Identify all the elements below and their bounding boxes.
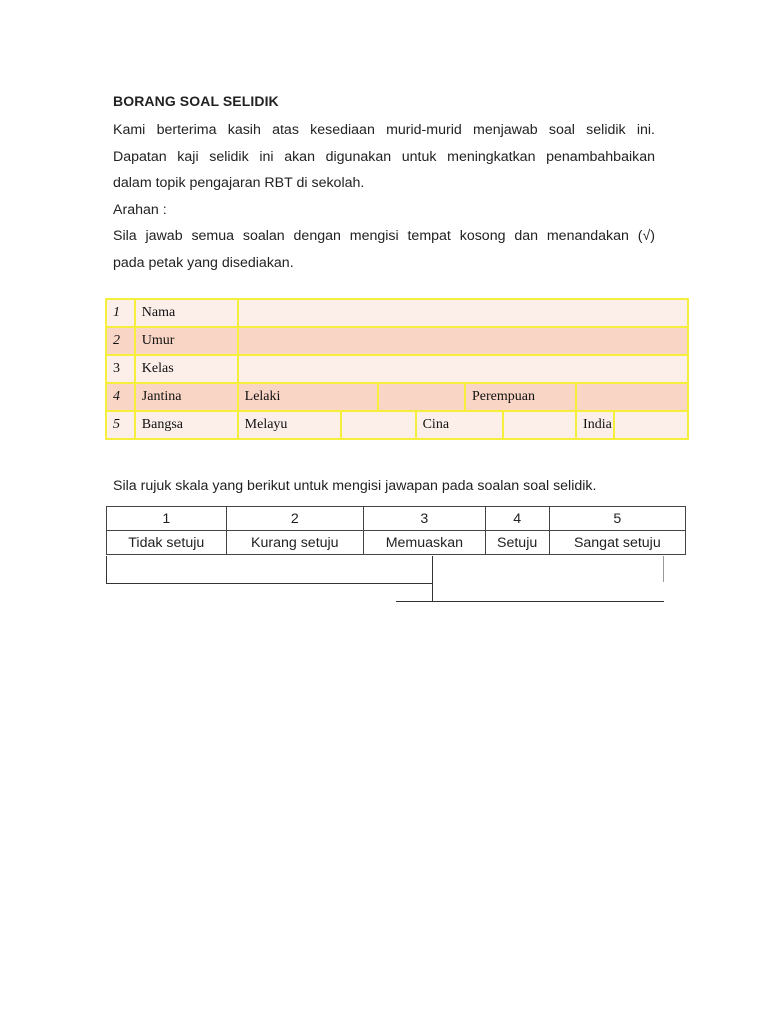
arahan-text: Arahan : [113,202,167,218]
row-number: 1 [106,299,135,327]
row-number: 4 [106,383,135,411]
table-border-divider [432,556,433,602]
scale-label: Sangat setuju [549,531,685,555]
row-number: 3 [106,355,135,383]
row-number: 2 [106,327,135,355]
table-border-lower [396,601,664,602]
table-border-bottom [106,583,433,584]
checkbox-perempuan[interactable] [576,383,688,411]
nama-input[interactable] [238,299,688,327]
scale-number-row [107,507,686,531]
scale-label: Setuju [485,531,549,555]
scale-number: 5 [549,507,685,531]
scale-label-row [107,531,686,555]
form-row-kelas [106,355,688,383]
option-label-perempuan: Perempuan [465,383,576,411]
biodata-form [105,298,689,440]
field-label-jantina: Jantina [135,383,238,411]
scale-label: Kurang setuju [226,531,364,555]
row-number: 5 [106,411,135,439]
form-row-jantina [106,383,688,411]
checkbox-cina[interactable] [503,411,576,439]
checkbox-lelaki[interactable] [378,383,465,411]
checkbox-melayu[interactable] [341,411,416,439]
table-border-right-tick [663,556,664,582]
instruction-line: pada petak yang disediakan. [113,254,294,271]
option-label-lelaki: Lelaki [238,383,378,411]
checkbox-india[interactable] [614,411,688,439]
instruction-line: Sila jawab semua soalan dengan mengisi tempat kosong dan menandakan (√) [113,228,655,244]
form-row-nama [106,299,688,327]
arahan-label [113,197,655,224]
intro-line: Kami berterima kasih atas kesediaan murid-murid menjawab soal selidik ini. [113,122,655,138]
form-row-umur [106,327,688,355]
scale-instruction: Sila rujuk skala yang berikut untuk mengisi jawapan pada soalan soal selidik. [113,478,597,494]
option-label-cina: Cina [416,411,503,439]
intro-paragraph [113,117,655,197]
rating-scale-table [106,506,686,555]
scale-label: Tidak setuju [107,531,227,555]
page-title: BORANG SOAL SELIDIK [113,93,279,109]
option-label-melayu: Melayu [238,411,341,439]
kelas-input[interactable] [238,355,688,383]
field-label-kelas: Kelas [135,355,238,383]
field-label-bangsa: Bangsa [135,411,238,439]
scale-label: Memuaskan [364,531,486,555]
instruction-paragraph [113,223,655,276]
table-border-left [106,556,107,583]
form-row-bangsa [106,411,688,439]
field-label-nama: Nama [135,299,238,327]
scale-number: 2 [226,507,364,531]
option-label-india: India [576,411,614,439]
umur-input[interactable] [238,327,688,355]
intro-line: Dapatan kaji selidik ini akan digunakan untuk meningkatkan penambahbaikan [113,148,655,165]
scale-number: 1 [107,507,227,531]
intro-line: dalam topik pengajaran RBT di sekolah. [113,175,365,191]
scale-number: 4 [485,507,549,531]
scale-number: 3 [364,507,486,531]
field-label-umur: Umur [135,327,238,355]
